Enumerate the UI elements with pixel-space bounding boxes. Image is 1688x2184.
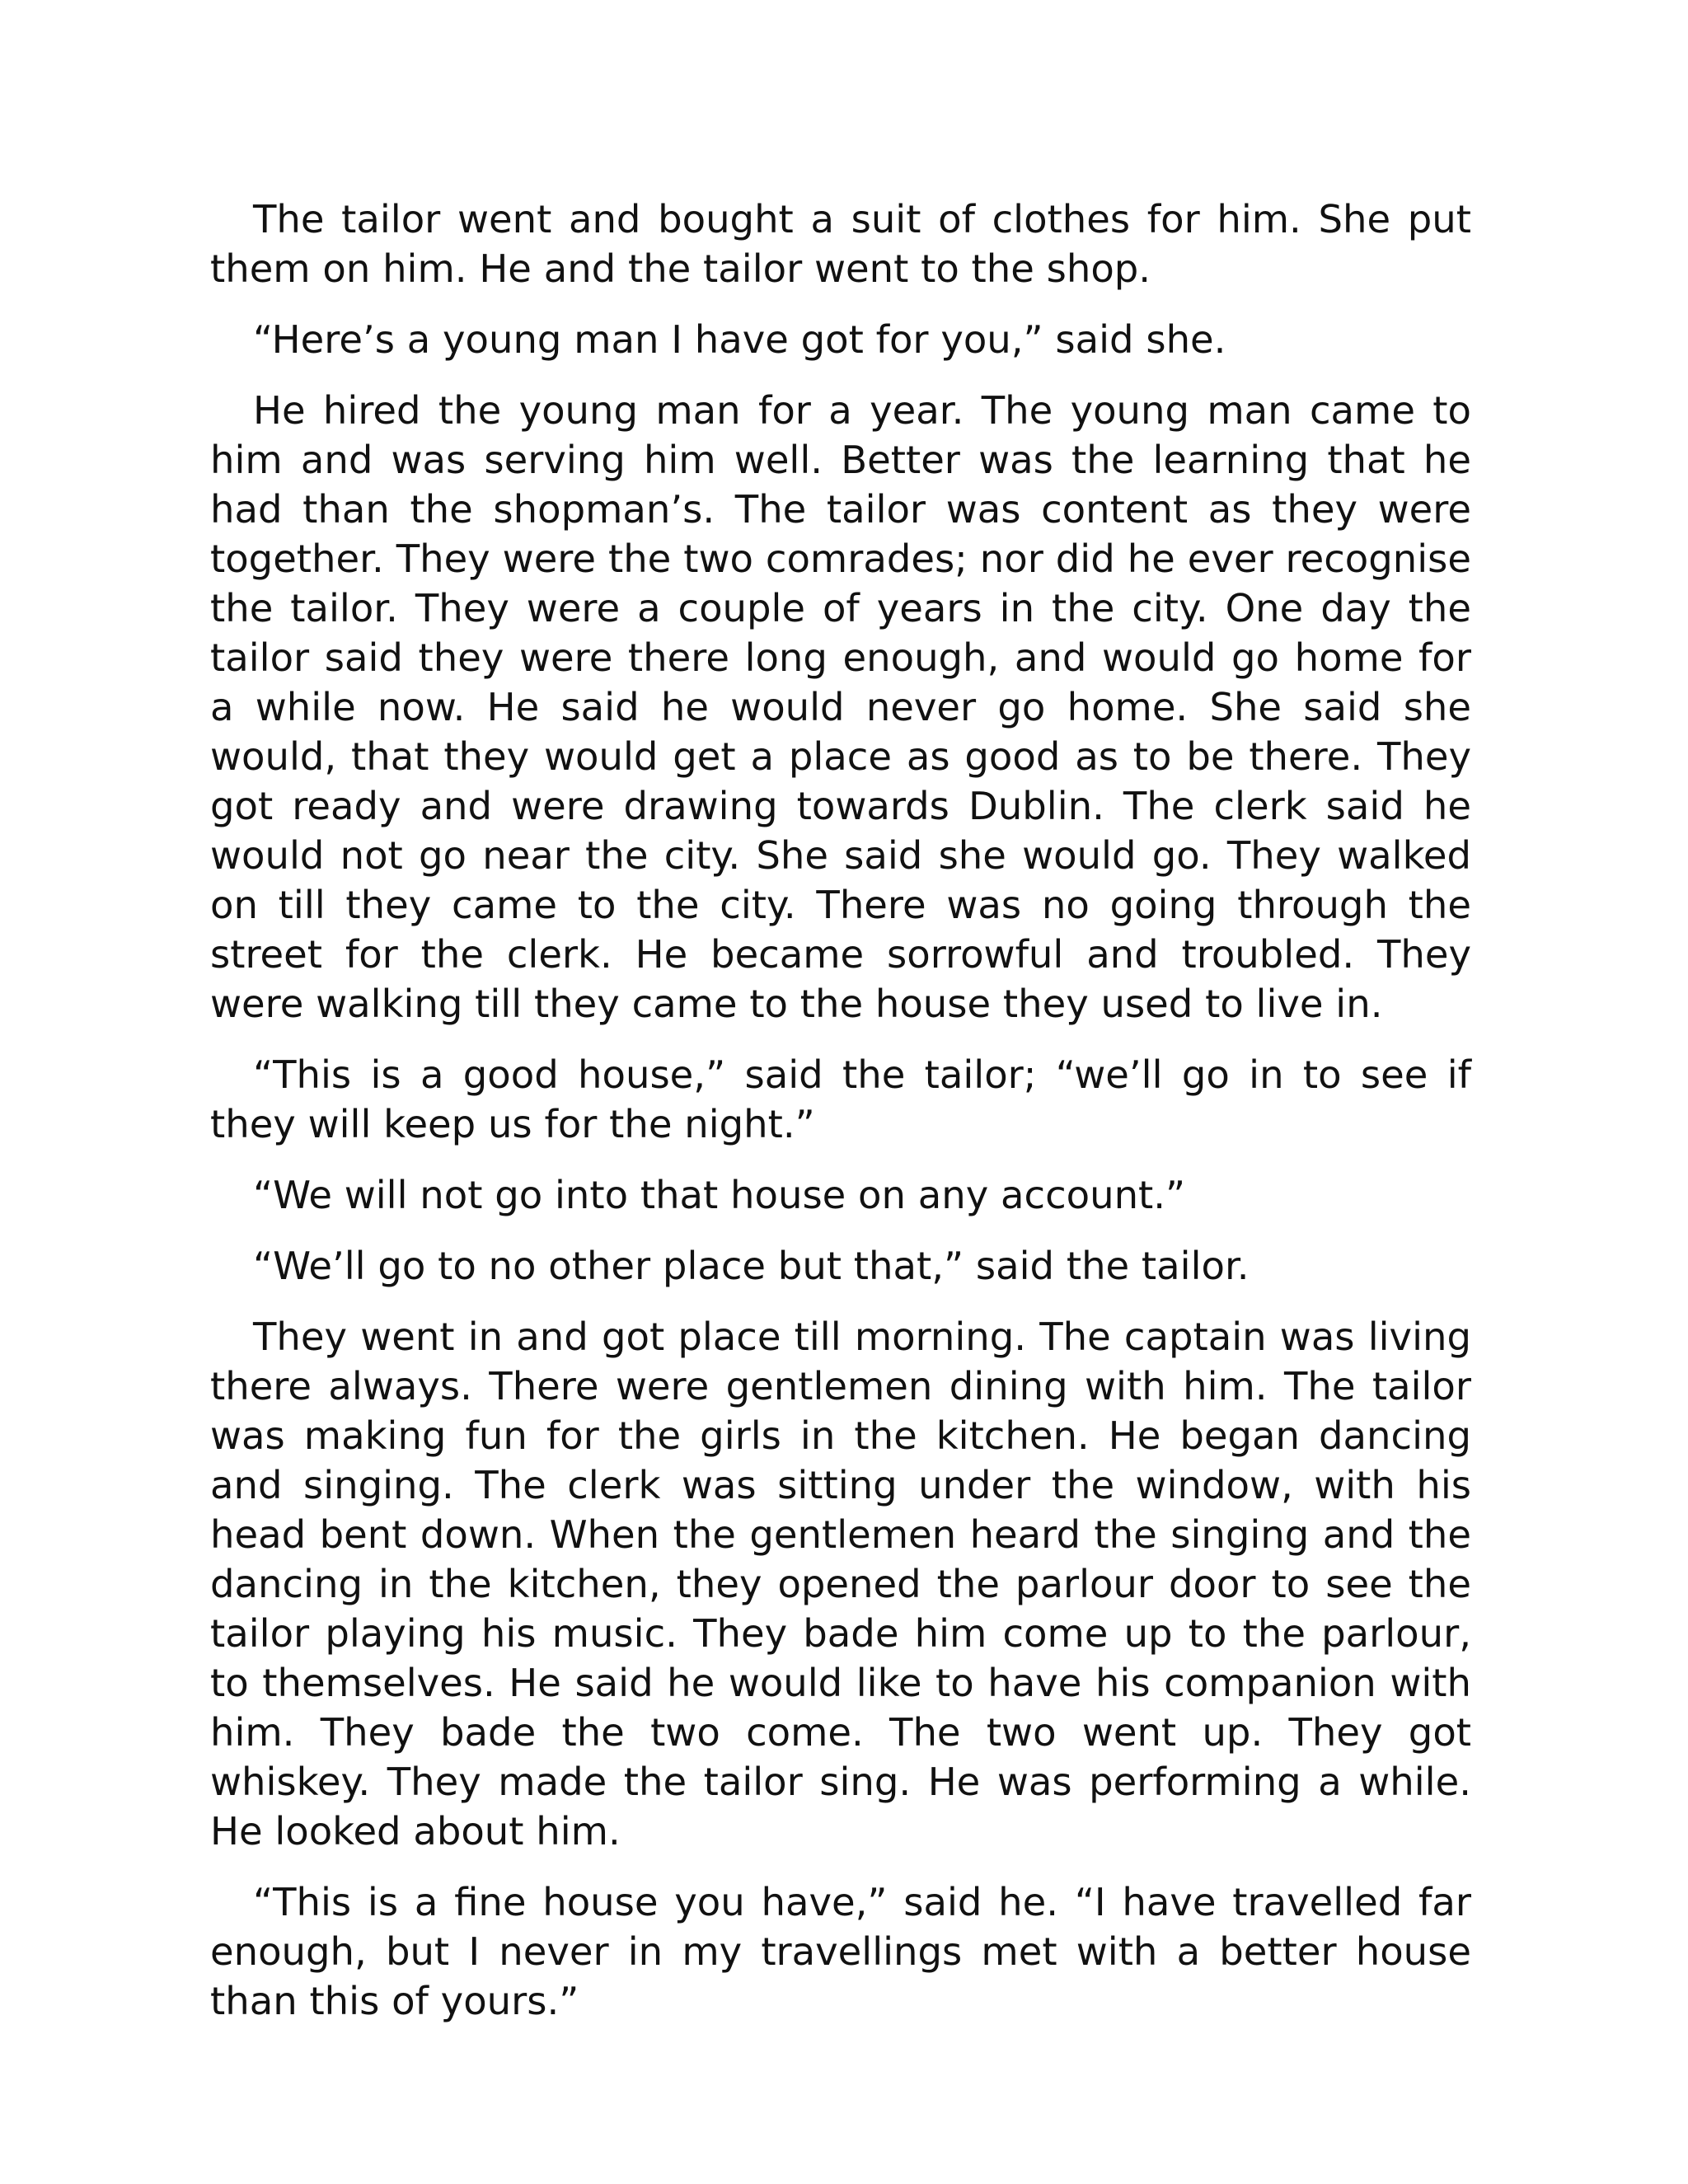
paragraph: The tailor went and bought a suit of clothes for him. She put them on him. He and the tailor went to the shop. <box>210 197 1471 291</box>
paragraph: He hired the young man for a year. The young man came to him and was serving him well. Better was the learning that he had than the shopman’s. The tailor was content as they were together. They were the two comrades; nor did he ever recognise the tailor. They were a couple of years in the city. One day the tailor said they were there long enough, and would go home for a while now. He said he would never go home. She said she would, that they would get a place as good as to be there. They got ready and were drawing towards Dublin. The clerk said he would not go near the city. She said she would go. They walked on till they came to the city. There was no going through the street for the clerk. He became sorrowful and troubled. They were walking till they came to the house they used to live in. <box>210 388 1471 1026</box>
paragraph: “Here’s a young man I have got for you,” said she. <box>253 317 1226 362</box>
paragraph: “This is a fine house you have,” said he. “I have travelled far enough, but I never in my travellings met with a better house than this of yours.” <box>210 1880 1471 2023</box>
paragraph: They went in and got place till morning. The captain was living there always. There were gentlemen dining with him. The tailor was making fun for the girls in the kitchen. He began dancing and singing. The clerk was sitting under the window, with his head bent down. When the gentlemen heard the singing and the dancing in the kitchen, they opened the parlour door to see the tailor playing his music. They bade him come up to the parlour, to themselves. He said he would like to have his companion with him. They bade the two come. The two went up. They got whiskey. They made the tailor sing. He was performing a while. He looked about him. <box>210 1315 1471 1854</box>
paragraph: “This is a good house,” said the tailor; “we’ll go in to see if they will keep us for the night.” <box>210 1052 1471 1146</box>
document-page <box>210 194 1471 2047</box>
paragraph: “We’ll go to no other place but that,” said the tailor. <box>253 1244 1250 1288</box>
paragraph: “We will not go into that house on any account.” <box>253 1173 1186 1217</box>
